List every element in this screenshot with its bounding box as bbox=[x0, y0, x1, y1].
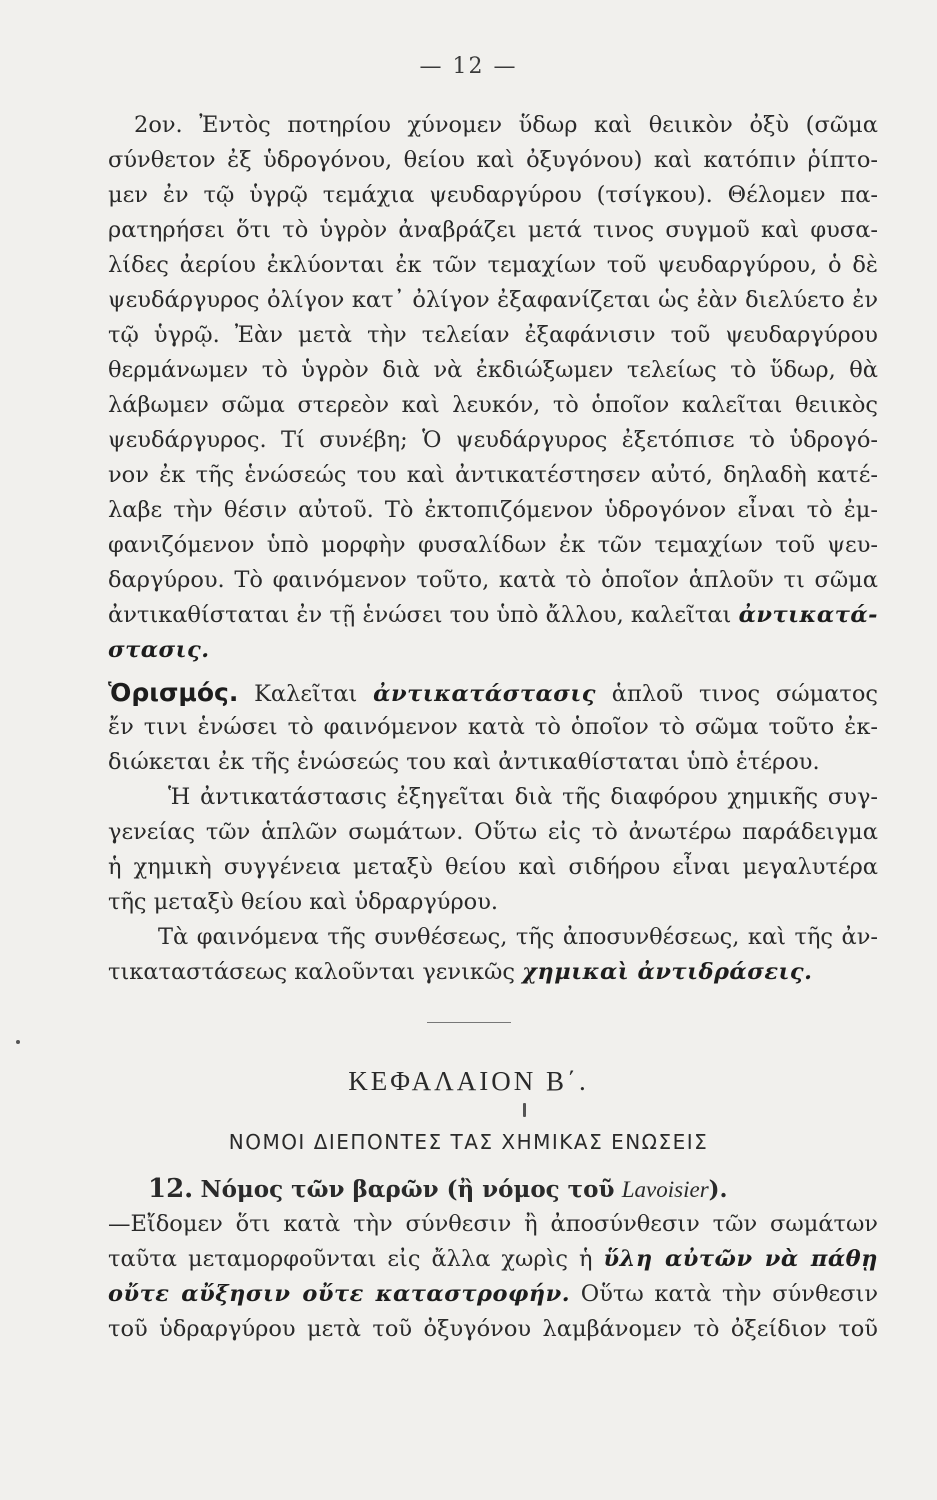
definition-block bbox=[108, 675, 878, 780]
text-fragment: ταῦτα μεταμορφοῦνται εἰς ἄλλα χωρὶς ἡ bbox=[108, 1246, 593, 1272]
text-line bbox=[108, 1242, 878, 1277]
text-line: σύνθετον ἐξ ὑδρογόνου, θείου καὶ ὀξυγόνου) καὶ κατόπιν ῥίπτο- bbox=[108, 147, 878, 173]
section-heading bbox=[108, 1172, 878, 1207]
text-line: φανιζόμενον ὑπὸ μορφὴν φυσαλίδων ἐκ τῶν τεμαχίων τοῦ ψευ- bbox=[108, 532, 878, 558]
text-fragment: ἀντικαθίσταται ἐν τῇ ἑνώσει του ὑπὸ ἄλλου, καλεῖται bbox=[108, 602, 732, 628]
text-line: τοῦ ὑδραργύρου μετὰ τοῦ ὀξυγόνου λαμβάνομεν τὸ ὀξείδιον τοῦ bbox=[108, 1316, 878, 1342]
section-title: Νόμος τῶν βαρῶν (ἢ νόμος τοῦ bbox=[200, 1176, 615, 1203]
text-line bbox=[108, 675, 878, 710]
text-line: ἔν τινι ἑνώσει τὸ φαινόμενον κατὰ τὸ ὁποῖον τὸ σῶμα τοῦτο ἐκ- bbox=[108, 714, 878, 740]
text-line bbox=[108, 1277, 878, 1312]
section-title-name: Lavoisier bbox=[621, 1177, 709, 1202]
text-line: Τὰ φαινόμενα τῆς συνθέσεως, τῆς ἀποσυνθέσεως, καὶ τῆς ἀν- bbox=[158, 924, 878, 950]
chapter-subtitle: ΝΟΜΟΙ ΔΙΕΠΟΝΤΕΣ ΤΑΣ ΧΗΜΙΚΑΣ ΕΝΩΣΕΙΣ bbox=[228, 1130, 709, 1154]
text-line: διώκεται ἐκ τῆς ἑνώσεώς του καὶ ἀντικαθίσταται ὑπὸ ἑτέρου. bbox=[108, 749, 820, 775]
text-line: λίδες ἀερίου ἐκλύονται ἐκ τῶν τεμαχίων τοῦ ψευδαργύρου, ὁ δὲ bbox=[108, 252, 878, 278]
text-line: ἡ χημικὴ συγγένεια μεταξὺ θείου καὶ σιδήρου εἶναι μεγαλυτέρα bbox=[108, 854, 878, 880]
text-line: μεν ἐν τῷ ὑγρῷ τεμάχια ψευδαργύρου (τσίγκου). Θέλομεν πα- bbox=[108, 182, 878, 208]
text-line bbox=[108, 955, 878, 990]
text-fragment: Οὕτω κατὰ τὴν σύνθεσιν bbox=[580, 1281, 878, 1307]
section-12 bbox=[108, 1172, 878, 1347]
ink-speck bbox=[523, 1103, 526, 1117]
text-line: Ἡ ἀντικατάστασις ἐξηγεῖται διὰ τῆς διαφόρου χημικῆς συγ- bbox=[168, 784, 878, 810]
text-fragment: ἁπλοῦ τινος σώματος bbox=[611, 681, 878, 707]
text-line: γενείας τῶν ἁπλῶν σωμάτων. Οὕτω εἰς τὸ ἀνωτέρω παράδειγμα bbox=[108, 819, 878, 845]
bold-term: ἀντικατά- bbox=[738, 602, 878, 628]
section-number: 12. bbox=[148, 1174, 194, 1204]
text-line: τῷ ὑγρῷ. Ἐὰν μετὰ τὴν τελείαν ἐξαφάνισιν τοῦ ψευδαργύρου bbox=[108, 322, 878, 348]
text-fragment: τικαταστάσεως καλοῦνται γενικῶς bbox=[108, 959, 515, 985]
definition-label: Ὁρισμός. bbox=[108, 678, 239, 707]
text-fragment: Καλεῖται bbox=[254, 681, 358, 707]
text-line: ψευδάργυρος ὀλίγον κατ᾽ ὀλίγον ἐξαφανίζεται ὡς ἐὰν διελύετο ἐν bbox=[108, 287, 878, 313]
text-line bbox=[108, 633, 878, 668]
text-line: θερμάνωμεν τὸ ὑγρὸν διὰ νὰ ἐκδιώξωμεν τελείως τὸ ὕδωρ, θὰ bbox=[108, 357, 878, 383]
section-title-end: ). bbox=[708, 1176, 728, 1203]
text-line: τῆς μεταξὺ θείου καὶ ὑδραργύρου. bbox=[108, 889, 499, 915]
bold-term: οὔτε αὔξησιν οὔτε καταστροφήν. bbox=[108, 1281, 571, 1307]
chapter-title: ΚΕΦΑΛΑΙΟΝ Β΄. bbox=[348, 1066, 589, 1096]
text-line: νον ἐκ τῆς ἑνώσεώς του καὶ ἀντικατέστησεν αὐτό, δηλαδὴ κατέ- bbox=[108, 462, 878, 488]
text-line: λάβωμεν σῶμα στερεὸν καὶ λευκόν, τὸ ὁποῖον καλεῖται θειικὸς bbox=[108, 392, 878, 418]
text-line: ρατηρήσει ὅτι τὸ ὑγρὸν ἀναβράζει μετά τινος συγμοῦ καὶ φυσα- bbox=[108, 217, 878, 243]
bold-term: στασις. bbox=[108, 637, 210, 663]
text-line: 2ον. Ἐντὸς ποτηρίου χύνομεν ὕδωρ καὶ θειικὸν ὀξὺ (σῶμα bbox=[134, 112, 878, 138]
text-line bbox=[108, 598, 878, 633]
text-line: λαβε τὴν θέσιν αὐτοῦ. Τὸ ἐκτοπιζόμενον ὑδρογόνον εἶναι τὸ ἐμ- bbox=[108, 497, 878, 523]
text-line: δαργύρου. Τὸ φαινόμενον τοῦτο, κατὰ τὸ ὁποῖον ἁπλοῦν τι σῶμα bbox=[108, 567, 878, 593]
paragraph-reactions bbox=[108, 920, 878, 990]
section-divider bbox=[427, 1022, 511, 1023]
bold-term: ὕλη αὐτῶν νὰ πάθῃ bbox=[603, 1246, 878, 1272]
paragraph-experiment bbox=[108, 108, 878, 668]
page-number: — 12 — bbox=[419, 54, 518, 79]
paragraph-affinity bbox=[108, 780, 878, 920]
bold-term: ἀντικατάστασις bbox=[373, 681, 596, 707]
bold-term: χημικαὶ ἀντιδράσεις. bbox=[522, 959, 813, 985]
ink-speck bbox=[16, 1040, 20, 1044]
text-line: —Εἴδομεν ὅτι κατὰ τὴν σύνθεσιν ἢ ἀποσύνθεσιν τῶν σωμάτων bbox=[108, 1211, 878, 1237]
text-line: ψευδάργυρος. Τί συνέβη; Ὁ ψευδάργυρος ἐξετόπισε τὸ ὑδρογό- bbox=[108, 427, 878, 453]
